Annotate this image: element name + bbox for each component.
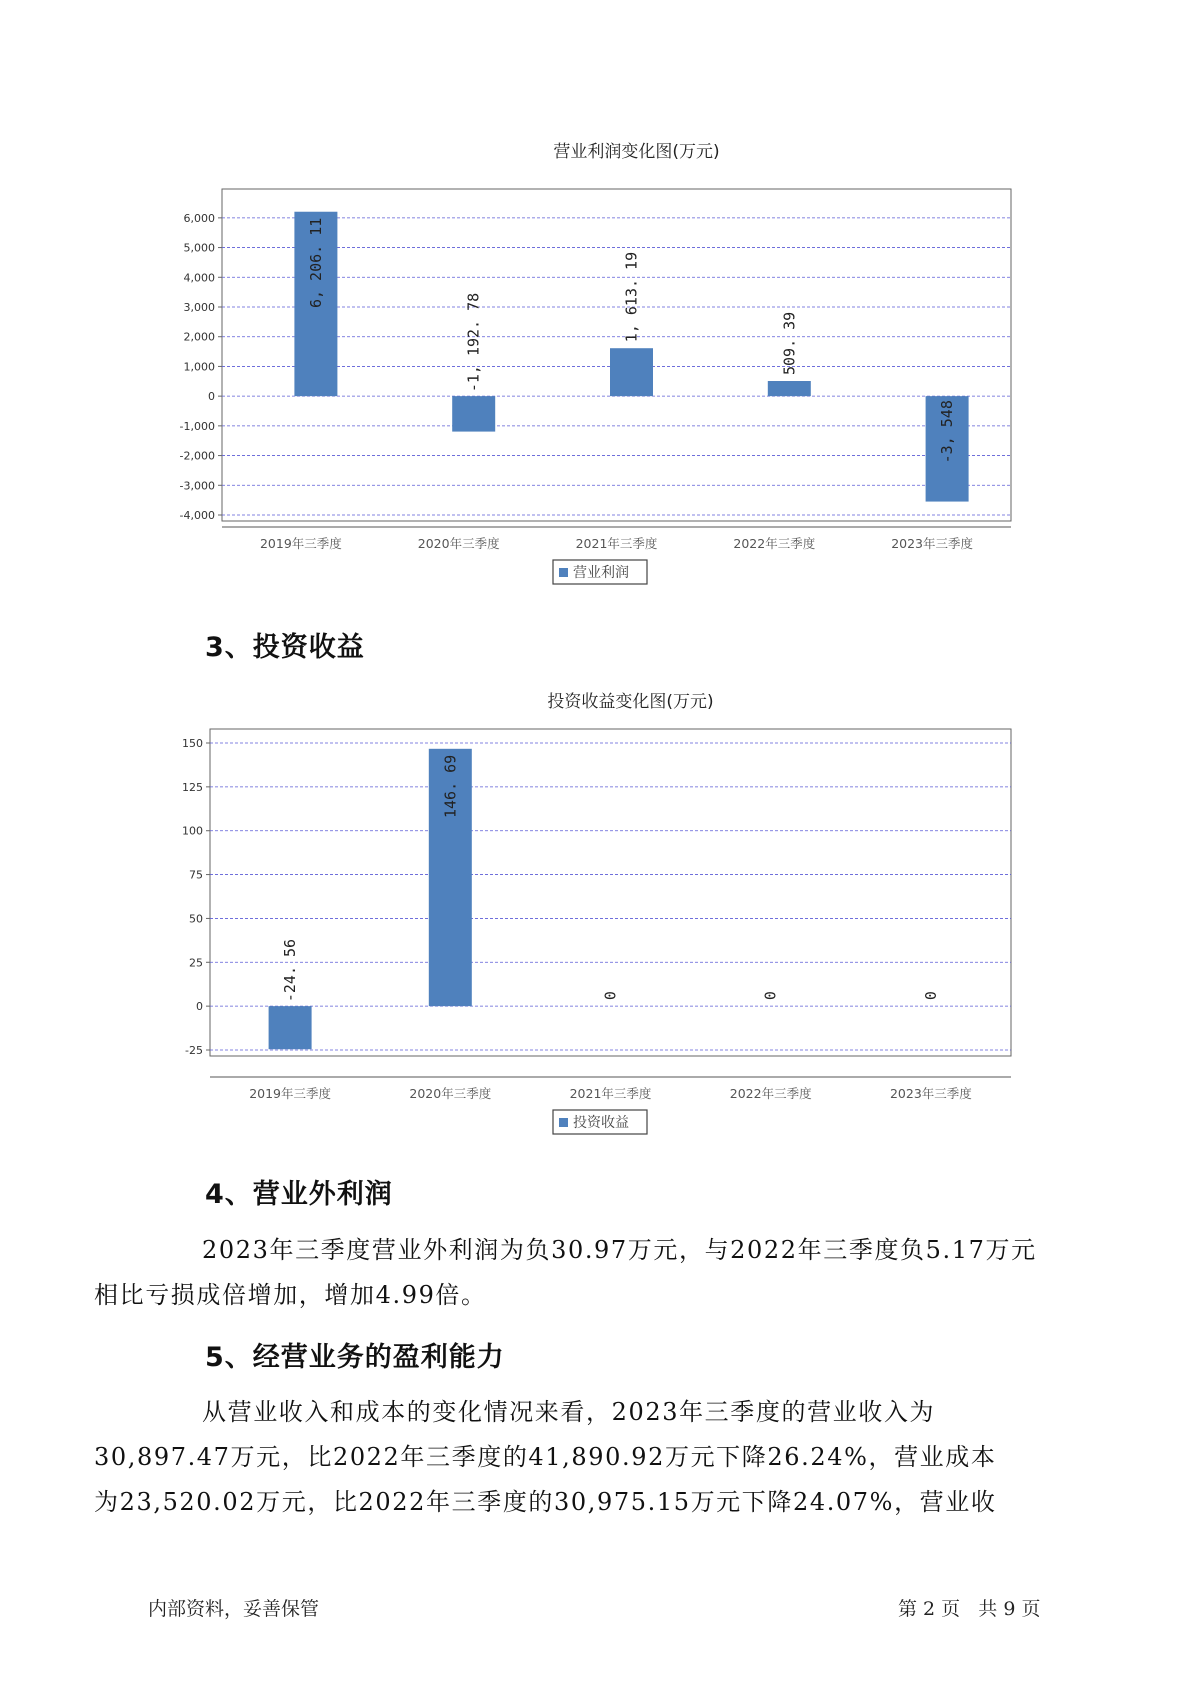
y-tick-label: 25 xyxy=(189,956,203,970)
y-tick-label: 2,000 xyxy=(183,330,215,344)
x-category-label: 2020年三季度 xyxy=(409,1086,492,1101)
y-tick-label: -4,000 xyxy=(179,509,215,522)
x-category-label: 2019年三季度 xyxy=(249,1086,332,1101)
y-tick-label: -1,000 xyxy=(179,419,215,433)
y-tick-label: 0 xyxy=(196,1000,203,1014)
x-category-label: 2023年三季度 xyxy=(889,1086,972,1101)
footer-left: 内部资料，妥善保管 xyxy=(148,1598,320,1620)
data-label: 0 xyxy=(761,991,780,1001)
data-label: -24. 56 xyxy=(281,938,300,1003)
operating-profit-chart-svg xyxy=(0,130,1191,600)
y-tick-label: -2,000 xyxy=(179,449,215,463)
section-5-line-3: 为23,520.02万元，比2022年三季度的30,975.15万元下降24.07%，营业收 xyxy=(94,1488,997,1516)
y-tick-label: 50 xyxy=(189,912,203,926)
y-tick-label: -25 xyxy=(185,1044,203,1057)
y-tick-label: 150 xyxy=(182,737,203,750)
data-label: -1, 192. 78 xyxy=(464,292,483,393)
y-tick-label: 0 xyxy=(208,390,215,404)
y-tick-label: 1,000 xyxy=(183,360,215,374)
y-tick-label: 3,000 xyxy=(183,301,215,314)
data-label: 1, 613. 19 xyxy=(622,251,641,343)
bar xyxy=(610,348,653,396)
y-tick-label: 125 xyxy=(182,780,203,794)
section-4-title: 4、营业外利润 xyxy=(205,1179,393,1210)
section-5-title: 5、经营业务的盈利能力 xyxy=(205,1342,505,1373)
x-category-label: 2021年三季度 xyxy=(575,536,658,551)
plot-frame xyxy=(210,729,1011,1056)
footer-page-number: 第 2 页 共 9 页 xyxy=(898,1598,1041,1620)
x-category-label: 2021年三季度 xyxy=(569,1086,652,1101)
x-category-label: 2019年三季度 xyxy=(259,536,342,551)
chart-title: 投资收益变化图(万元) xyxy=(547,692,714,712)
y-tick-label: 5,000 xyxy=(183,241,215,255)
section-5-paragraph xyxy=(94,1390,1068,1525)
x-category-label: 2022年三季度 xyxy=(733,536,816,551)
y-tick-label: -3,000 xyxy=(179,479,215,493)
data-label: 509. 39 xyxy=(780,311,799,376)
section-4-paragraph xyxy=(94,1228,1068,1318)
investment-income-chart xyxy=(0,680,1191,1150)
investment-income-chart-svg xyxy=(0,680,1191,1150)
x-category-label: 2022年三季度 xyxy=(729,1086,812,1101)
y-tick-label: 4,000 xyxy=(183,271,215,285)
legend-swatch xyxy=(559,568,568,577)
legend-label: 投资收益 xyxy=(573,1115,629,1131)
bar xyxy=(452,396,495,431)
data-label: 6, 206. 11 xyxy=(306,217,325,309)
section-4-line-2: 相比亏损成倍增加，增加4.99倍。 xyxy=(94,1281,487,1309)
x-category-label: 2023年三季度 xyxy=(891,536,974,551)
operating-profit-chart xyxy=(0,130,1191,600)
bar xyxy=(269,1006,312,1049)
y-tick-label: 6,000 xyxy=(183,211,215,225)
chart-title: 营业利润变化图(万元) xyxy=(553,142,720,162)
y-tick-label: 75 xyxy=(189,868,203,882)
legend-label: 营业利润 xyxy=(573,565,629,581)
bar xyxy=(768,381,811,396)
data-label: -3, 548 xyxy=(938,400,957,464)
legend-swatch xyxy=(559,1118,568,1127)
y-tick-label: 100 xyxy=(182,824,203,838)
data-label: 146. 69 xyxy=(441,754,460,819)
data-label: 0 xyxy=(921,991,940,1001)
data-label: 0 xyxy=(601,991,620,1001)
section-5-line-1: 从营业收入和成本的变化情况来看，2023年三季度的营业收入为 xyxy=(202,1398,936,1426)
section-3-title: 3、投资收益 xyxy=(205,632,365,663)
section-5-line-2: 30,897.47万元，比2022年三季度的41,890.92万元下降26.24%，营业成本 xyxy=(94,1443,997,1471)
section-4-line-1: 2023年三季度营业外利润为负30.97万元，与2022年三季度负5.17万元 xyxy=(202,1236,1037,1264)
x-category-label: 2020年三季度 xyxy=(417,536,500,551)
